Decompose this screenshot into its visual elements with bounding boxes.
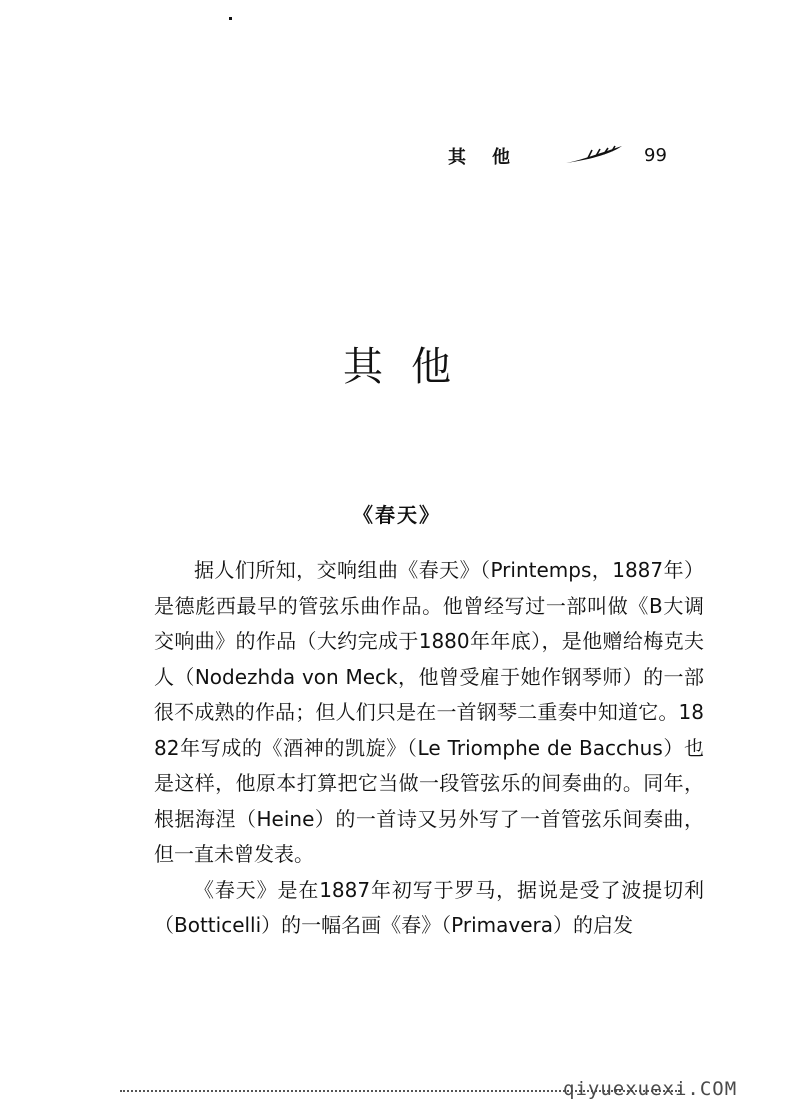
body-text bbox=[154, 553, 704, 944]
feather-ornament-icon bbox=[564, 144, 624, 166]
site-watermark: qiyuexuexi.COM bbox=[563, 1078, 738, 1100]
page-number: 99 bbox=[644, 145, 667, 166]
print-speck bbox=[229, 17, 232, 20]
section-title: 《春天》 bbox=[353, 502, 441, 527]
chapter-title: 其他 bbox=[343, 343, 479, 390]
paragraph: 据人们所知，交响组曲《春天》（Printemps，1887年）是德彪西最早的管弦乐曲作品。他曾经写过一部叫做《B大调交响曲》的作品（大约完成于1880年年底），是他赠给梅克夫人（Nodezhda von Meck，他曾受雇于她作钢琴师）的一部很不成熟的作品；但人们只是在一首钢琴二重奏中知道它。1882年写成的《酒神的凯旋》（Le Triomphe de Bacchus）也是这样，他原本打算把它当做一段管弦乐的间奏曲的。同年，根据海涅（Heine）的一首诗又另外写了一首管弦乐间奏曲，但一直未曾发表。 bbox=[154, 558, 704, 866]
paragraph: 《春天》是在1887年初写于罗马，据说是受了波提切利（Botticelli）的一幅名画《春》（Primavera）的启发 bbox=[154, 877, 704, 937]
running-header-title: 其他 bbox=[448, 147, 536, 168]
running-header bbox=[448, 140, 678, 172]
